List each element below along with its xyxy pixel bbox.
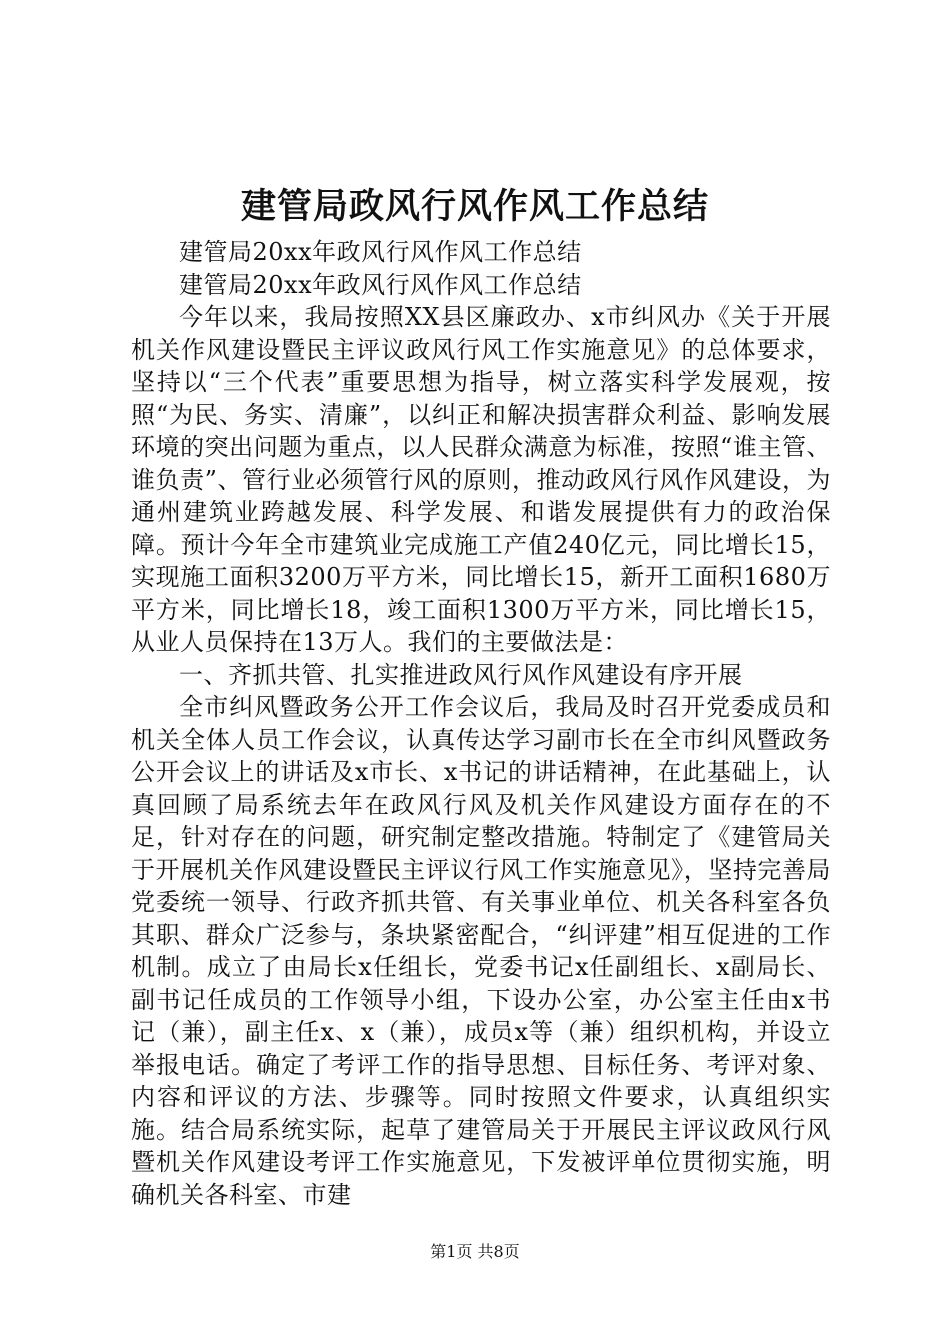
page-footer: 第1页 共8页 (430, 1242, 520, 1261)
document-title: 建管局政风行风作风工作总结 (240, 186, 709, 227)
paragraph-intro: 今年以来，我局按照XX县区廉政办、x市纠风办《关于开展机关作风建设暨民主评议政风行风工作实施意见》的总体要求，坚持以“三个代表”重要思想为指导，树立落实科学发展观，按照“为民、务实、清廉”，以纠正和解决损害群众利益、影响发展环境的突出问题为重点，以人民群众满意为标准，按照“谁主管、谁负责”、管行业必须管行风的原则，推动政风行风作风建设，为通州建筑业跨越发展、科学发展、和谐发展提供有力的政治保障。预计今年全市建筑业完成施工产值240亿元，同比增长15，实现施工面积3200万平方米，同比增长15，新开工面积1680万平方米，同比增长18，竣工面积1300万平方米，同比增长15，从业人员保持在13万人。我们的主要做法是： (131, 303, 831, 656)
paragraph-subtitle-1: 建管局20xx年政风行风作风工作总结 (179, 238, 582, 266)
paragraph-section-1: 全市纠风暨政务公开工作会议后，我局及时召开党委成员和机关全体人员工作会议，认真传达学习副市长在全市纠风暨政务公开会议上的讲话及x市长、x书记的讲话精神，在此基础上，认真回顾了局系统去年在政风行风及机关作风建设方面存在的不足，针对存在的问题，研究制定整改措施。特制定了《建管局关于开展机关作风建设暨民主评议行风工作实施意见》，坚持完善局党委统一领导、行政齐抓共管、有关事业单位、机关各科室各负其职、群众广泛参与，条块紧密配合，“纠评建”相互促进的工作机制。成立了由局长x任组长，党委书记x任副组长、x副局长、副书记任成员的工作领导小组，下设办公室，办公室主任由x书记（兼），副主任x、x（兼），成员x等（兼）组织机构，并设立举报电话。确定了考评工作的指导思想、目标任务、考评对象、内容和评议的方法、步骤等。同时按照文件要求，认真组织实施。结合局系统实际，起草了建管局关于开展民主评议政风行风暨机关作风建设考评工作实施意见，下发被评单位贯彻实施，明确机关各科室、市建 (131, 693, 831, 1209)
document-body (131, 236, 831, 1211)
paragraph-subtitle-2: 建管局20xx年政风行风作风工作总结 (179, 270, 582, 299)
section-heading-1: 一、齐抓共管、扎实推进政风行风作风建设有序开展 (179, 660, 743, 689)
